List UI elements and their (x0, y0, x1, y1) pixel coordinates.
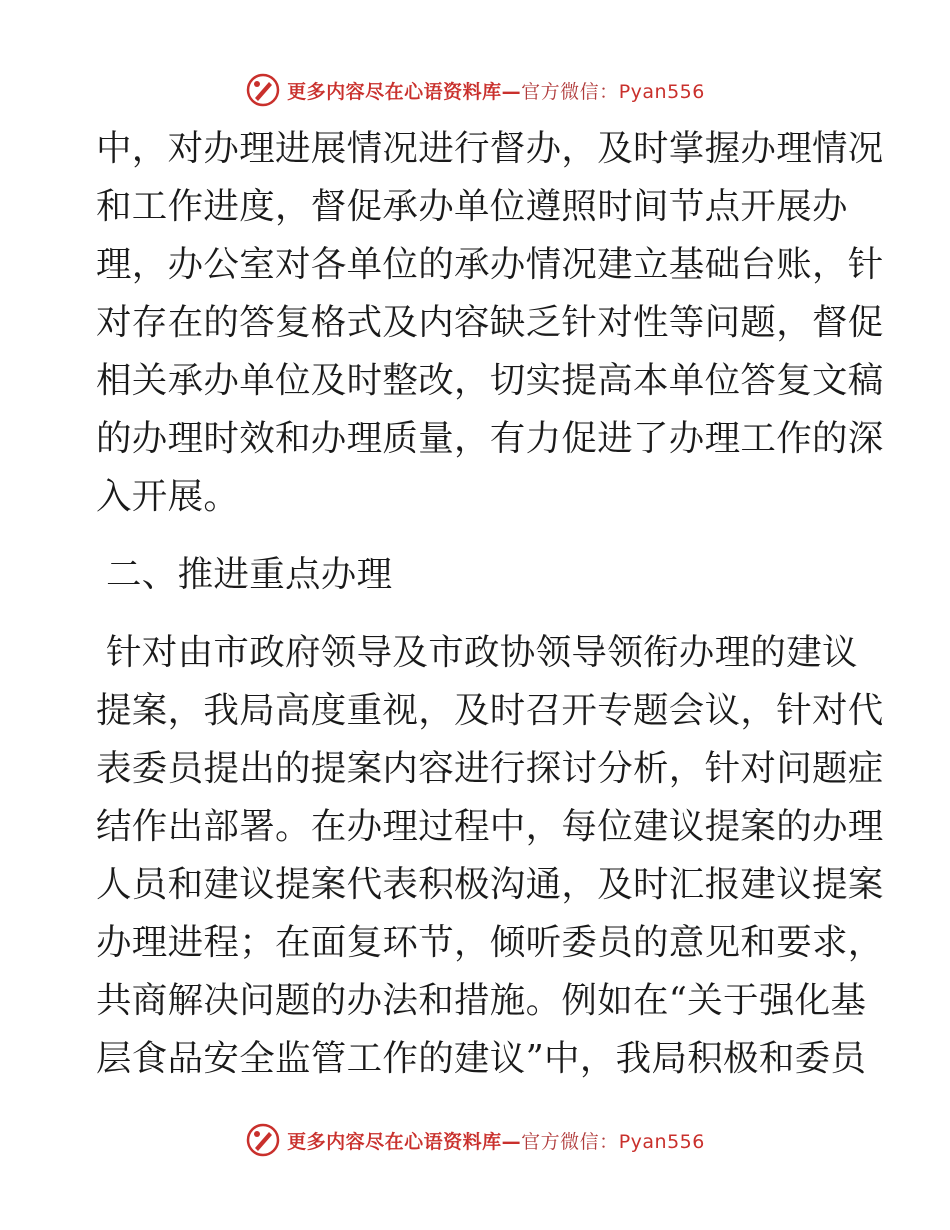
logo-icon (245, 72, 281, 108)
text-line: 对存在的答复格式及内容缺乏针对性等问题，督促 (96, 302, 884, 343)
watermark-wechat-id: Pyan556 (618, 80, 705, 103)
text-line: 理，办公室对各单位的承办情况建立基础台账，针 (96, 244, 884, 285)
text-line: 中，对办理进展情况进行督办，及时掌握办理情况 (96, 128, 884, 169)
watermark-dash: — (501, 80, 522, 103)
text-line: 针对由市政府领导及市政协领导领衔办理的建议 (106, 632, 858, 673)
paragraph-1 (96, 120, 884, 526)
text-line: 层食品安全监管工作的建议”中，我局积极和委员 (96, 1038, 867, 1079)
watermark-official: 官方微信： (521, 80, 619, 103)
header-watermark (0, 70, 950, 110)
watermark-dash: — (501, 1130, 522, 1153)
footer-watermark (0, 1120, 950, 1160)
text-line: 表委员提出的提案内容进行探讨分析，针对问题症 (96, 748, 884, 789)
text-line: 的办理时效和办理质量，有力促进了办理工作的深 (96, 418, 884, 459)
text-line: 共商解决问题的办法和措施。例如在“关于强化基 (96, 980, 867, 1021)
watermark-brand: 更多内容尽在心语资料库 (287, 1130, 502, 1153)
watermark-wechat-id: Pyan556 (618, 1130, 705, 1153)
text-line: 和工作进度，督促承办单位遵照时间节点开展办 (96, 186, 848, 227)
text-line: 办理进程；在面复环节，倾听委员的意见和要求， (96, 922, 884, 963)
section-heading: 二、推进重点办理 (106, 554, 393, 595)
text-line: 人员和建议提案代表积极沟通，及时汇报建议提案 (96, 864, 884, 905)
watermark-text (287, 1127, 705, 1154)
watermark-brand: 更多内容尽在心语资料库 (287, 80, 502, 103)
watermark-text (287, 77, 705, 104)
watermark-official: 官方微信： (521, 1130, 619, 1153)
text-line: 相关承办单位及时整改，切实提高本单位答复文稿 (96, 360, 884, 401)
paragraph-2 (96, 624, 884, 1088)
text-line: 入开展。 (96, 476, 240, 517)
logo-icon (245, 1122, 281, 1158)
text-line: 结作出部署。在办理过程中，每位建议提案的办理 (96, 806, 884, 847)
document-body (96, 120, 884, 1088)
text-line: 提案，我局高度重视，及时召开专题会议，针对代 (96, 690, 884, 731)
